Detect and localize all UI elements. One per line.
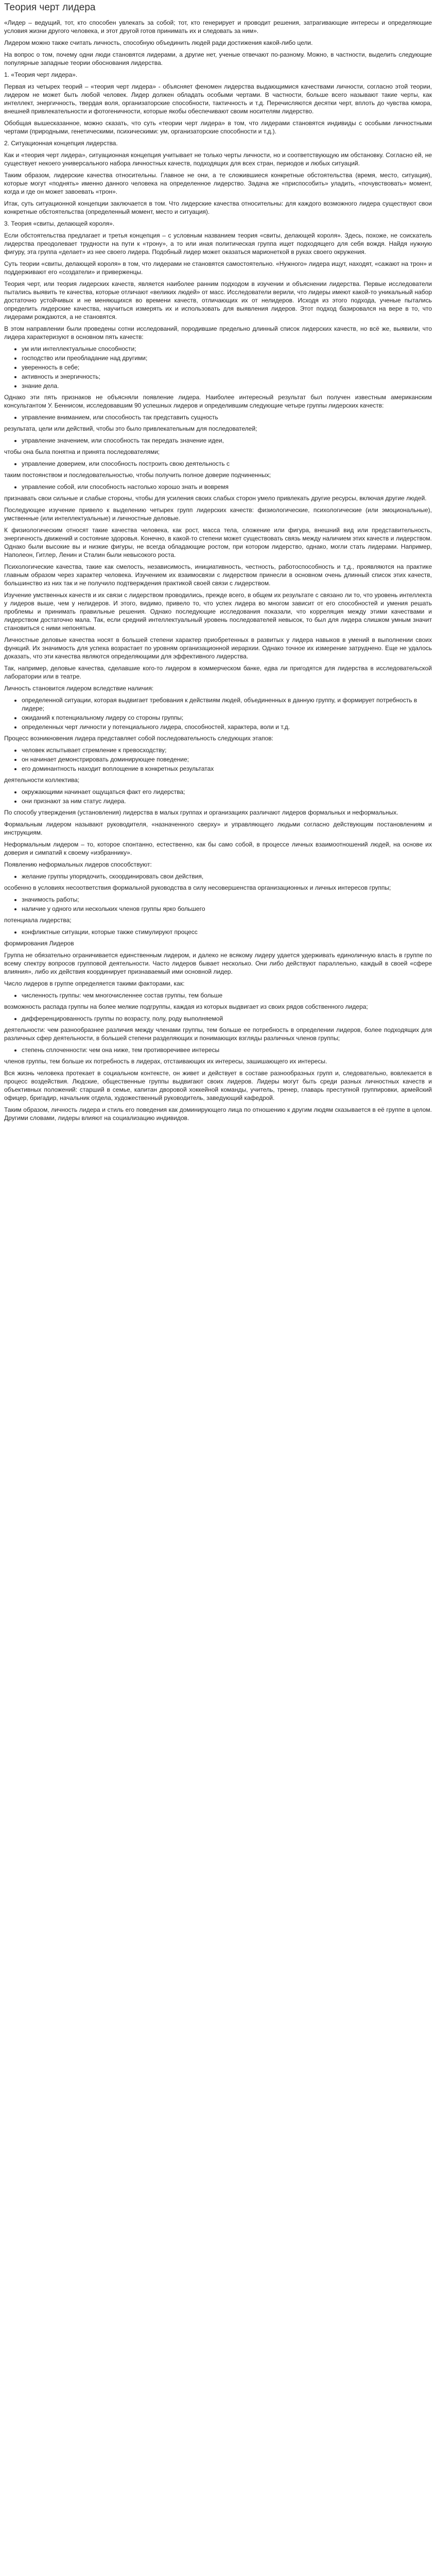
bullet-list (4, 460, 432, 468)
paragraph: Суть теории «свиты, делающей короля» в том, что лидерами не становятся самостоятельно. «Нужного» лидера ищут, находят, «сажают на трон» и поддерживают его «создатели» и приверженцы. (4, 260, 432, 276)
list-item: • он начинает демонстрировать доминирующее поведение; (22, 755, 432, 764)
paragraph: Последующее изучение привело к выделению четырех групп лидерских качеств: физиологические, психологические (или эмоциональные), умственные (или интеллектуальные) и личностные деловые. (4, 506, 432, 522)
paragraph: Обобщая вышесказанное, можно сказать, что суть «теории черт лидера» в том, что лидерами становятся индивиды с особыми личностными чертами (природными, генетическими, психическими: ум, организаторские способности и т.д.). (4, 120, 432, 135)
list-item: • они признают за ним статус лидера. (22, 797, 432, 805)
paragraph: Группа не обязательно ограничивается единственным лидером, и далеко не всякому лидеру удается удерживать единоличную власть в группе по всему спектру вопросов групповой деятельности. Часто лидеров бывает несколько. Они либо действуют параллельно, каждый в своей «сфере влияния», либо их действия координирует признаваемый ими основной лидер. (4, 952, 432, 975)
list-item: • господство или преобладание над другими; (22, 354, 432, 362)
list-item: • человек испытывает стремление к превосходству; (22, 746, 432, 754)
paragraph: Таким образом, личность лидера и стиль его поведения как доминирующего лица по отношению к другим людям сказывается в её группе в целом. Другими словами, лидеры влияют на социализацию индивидов. (4, 1106, 432, 1122)
list-item: • ожиданий к потенциальному лидеру со стороны группы; (22, 714, 432, 722)
paragraph: потенциала лидерства; (4, 917, 72, 924)
paragraph: По способу утверждения (установления) лидерства в малых группах и организациях различают лидеров формальных и неформальных. (4, 809, 398, 816)
paragraph: Однако эти пять признаков не объясняли появление лидера. Наиболее интересный результат был получен известным американским консультантом У. Беннисом, исследовавшим 90 успешных лидеров и определившим следующие четыре группы лидерских качеств: (4, 394, 432, 409)
paragraph: «Лидер – ведущий, тот, кто способен увлекать за собой; тот, кто генерирует и проводит решения, затрагивающие интересы и определяющие условия жизни другого человека, и этот другой готов принимать их и следовать за ним». (4, 19, 432, 35)
bullet-list (4, 483, 432, 491)
paragraph: В этом направлении были проведены сотни исследований, породившие предельно длинный список лидерских качеств, но всё же, выявили, что лидера характеризуют в основном пять качеств: (4, 325, 432, 341)
bullet-list (4, 696, 432, 731)
paragraph: Личностные деловые качества носят в большей степени характер приобретенных в развитых у лидера навыков в умений в выполнении своих функций. Их значимость для успеха возрастает по уровням организационной иерархии. Однако точное их измерение затруднено. Еще не удалось доказать, что эти качества являются определяющими для эффективного лидерства. (4, 636, 432, 660)
list-item: • значимость работы; (22, 895, 432, 904)
bullet-list (4, 436, 432, 445)
bullet-list (4, 746, 432, 773)
paragraph: К физиологическим относят такие качества человека, как рост, масса тела, сложение или фигура, внешний вид или представительность, энергичность движений и состояние здоровья. Конечно, в какой-то степени может существовать связь между наличием этих качеств и лидерством. Однако были высокие вы и низкие фигуры, не всегда обладающие ростом, при котором лидерство, однако, могли стать лидерами. Например, Наполеон, Гитлер, Ленин и Сталин были невысокого роста. (4, 527, 432, 558)
list-item: • управление вниманием, или способность так представить сущность (22, 413, 432, 421)
paragraph: 2. Ситуационная концепция лидерства. (4, 140, 118, 147)
article-title: Теория черт лидера (4, 2, 96, 13)
bullet-list (4, 413, 432, 421)
paragraph: Теория черт, или теория лидерских качеств, является наиболее ранним подходом в изучении и объяснении лидерства. Первые исследователи пытались выявить те качества, которые отличают «великих людей» от масс. Исследователи верили, что лидеры имеют какой-то уникальный набор достаточно устойчивых и не меняющихся во времени качеств, отличающих их от нелидеров. Исходя из этого подхода, ученые пытались определить лидерские качества, научиться измерять их и использовать для выявления лидеров. Этот подход базировался на вере в то, что лидерами рождаются, а не становятся. (4, 280, 432, 320)
paragraph: Изучение умственных качеств и их связи с лидерством проводились, прежде всего, в общем их результате с связано ли то, что уровень интеллекта у лидеров выше, чем у нелидеров. И этого, видимо, привело то, что успех лидера во многом зависит от его способностей и умения решать проблемы и принимать правильные решения. Однако последующие исследования показали, что корреляция между этими качествами и лидерством достаточно мала. Так, если средний интеллектуальный уровень последователей невысок, то был для лидера слишком умным значит становиться с ними непонятым. (4, 591, 432, 632)
list-item: • управление доверием, или способность построить свою деятельность с (22, 460, 432, 468)
paragraph: 1. «Теория черт лидера». (4, 71, 78, 78)
list-item: • знание дела. (22, 382, 432, 390)
list-item: • численность группы: чем многочисленнее состав группы, тем больше (22, 991, 432, 999)
paragraph: деятельности: чем разнообразнее различия между членами группы, тем больше ее потребность в определении лидеров, более подходящих для различных сфер деятельности, в большей степени разделяющих и понимающих взгляды различных членов группы; (4, 1026, 432, 1042)
paragraph: таким постоянством и последовательностью, чтобы получить полное доверие подчиненных; (4, 471, 271, 479)
paragraph: результата, цели или действий, чтобы это было привлекательным для последователей; (4, 425, 257, 432)
paragraph: Формальным лидером называют руководителя, «назначенного сверху» и управляющего людьми согласно действующим постановлениям и инструкциям. (4, 821, 432, 836)
list-item: • ум или интеллектуальные способности; (22, 345, 432, 353)
bullet-list (4, 872, 432, 880)
paragraph: Психологические качества, такие как смелость, независимость, инициативность, честность, работоспособность и т.д., проявляются на практике главным образом через характер человека. Изучением их взаимосвязи с лидерством принесли в основном очень длинный список этих качеств, большинство из них так и не получило подтверждения практикой своей связи с лидерством. (4, 563, 432, 587)
article-body (4, 19, 432, 1122)
paragraph: Как и «теория черт лидера», ситуационная концепция учитывает не только черты личности, но и соответствующую им обстановку. Согласно ей, не существует некоего универсального набора личностных качеств, подходящих для всех стран, периодов и любых ситуаций. (4, 151, 432, 167)
paragraph: членов группы, тем больше их потребность в лидерах, отстаивающих их интересы, зашишающего их интересы. (4, 1058, 327, 1065)
paragraph: Так, например, деловые качества, сделавшие кого-то лидером в коммерческом банке, едва ли пригодятся для лидерства в исследовательской лаборатории или в театре. (4, 665, 432, 680)
paragraph: возможность распада группы на более мелкие подгруппы, каждая из которых выдвигает из своих рядов собственного лидера; (4, 1003, 368, 1010)
list-item: • желание группы упорядочить, скоординировать свои действия, (22, 872, 432, 880)
list-item: • определенной ситуации, которая выдвигает требования к действиям людей, объединенных в данную группу, и формирует потребность в лидере; (22, 696, 432, 713)
list-item: • уверенность в себе; (22, 363, 432, 371)
list-item: • его доминантность находит воплощение в конкретных результатах (22, 765, 432, 773)
bullet-list (4, 895, 432, 913)
paragraph: чтобы она была понятна и принята последователями; (4, 448, 160, 455)
paragraph: Появлению неформальных лидеров способствуют: (4, 861, 152, 868)
paragraph: Неформальным лидером – то, которое спонтанно, естественно, как бы само собой, в процессе личных взаимоотношений людей, на основе их доверия и симпатий к своему «избраннику». (4, 841, 432, 856)
bullet-list (4, 788, 432, 805)
paragraph: Первая из четырех теорий – «теория черт лидера» - объясняет феномен лидерства выдающимися качествами личности, согласно этой теории, лидером не может быть любой человек. Лидер должен обладать особыми чертами. В частности, больше всего называют такие черты, как интеллект, энергичность, твердая воля, организаторские способности, тактичность и т.д. Перечисляются десятки черт, вплоть до чувства юмора, внешней привлекательности и фотогеничности, которые якобы обеспечивают своим носителям лидерство. (4, 83, 432, 115)
paragraph: Личность становится лидером вследствие наличия: (4, 685, 154, 692)
paragraph: Вся жизнь человека протекает в социальном контексте, он живет и действует в составе разнообразных групп и, следовательно, вовлекается в процесс воздействия. Людские, общественные группы выдвигают своих лидеров. Лидеры могут быть среди разных личностных качеств и объективных положений: старший в семье, капитан дворовой хоккейной команды, учитель, тренер, главарь преступной группировки, армейский офицер, бригадир, начальник отдела, художественный руководитель, заведующий кафедрой. (4, 1070, 432, 1101)
list-item: • управление значением, или способность так передать значение идеи, (22, 436, 432, 445)
bullet-list (4, 991, 432, 999)
list-item: • наличие у одного или нескольких членов группы ярко большего (22, 905, 432, 913)
bullet-list (4, 1014, 432, 1023)
paragraph: признавать свои сильные и слабые стороны, чтобы для усиления своих слабых сторон умело привлекать другие ресурсы, включая другие людей. (4, 495, 427, 502)
paragraph: формирования Лидеров (4, 940, 74, 947)
paragraph: Таким образом, лидерские качества относительны. Главное не они, а те сложившиеся конкретные обстоятельства (время, место, ситуация), которые могут «поднять» именно данного человека на определенное лидерство. Задача же «приспособить» уладить, «почувствовать» момент, когда и где он может завоевать «трон». (4, 172, 432, 195)
bullet-list (4, 928, 432, 936)
list-item: • окружающими начинает ощущаться факт его лидерства; (22, 788, 432, 796)
list-item: • определенных черт личности у потенциального лидера, способностей, характера, воли и т.д. (22, 723, 432, 731)
bullet-list (4, 1046, 432, 1054)
list-item: • дифференцированность группы по возрасту, полу, роду выполняемой (22, 1014, 432, 1023)
list-item: • управление собой, или способность настолько хорошо знать и вовремя (22, 483, 432, 491)
list-item: • активность и энергичность; (22, 372, 432, 381)
list-item: • степень сплоченности: чем она ниже, тем противоречивее интересы (22, 1046, 432, 1054)
paragraph: Число лидеров в группе определяется такими факторами, как: (4, 980, 185, 987)
list-item: • конфликтные ситуации, которые также стимулируют процесс (22, 928, 432, 936)
paragraph: Итак, суть ситуационной концепции заключается в том. Что лидерские качества относительны: для каждого возможного лидера существуют свои конкретные обстоятельства (определенный момент, место и ситуация). (4, 200, 432, 215)
paragraph: Если обстоятельства предлагает и третья концепция – с условным названием теория «свиты, делающей короля». Здесь, похоже, не соискатель лидерства преодолевает трудности на пути к «трону», а то или иная политическая группа ищет подходящего для себя вождя. Найдя нужную фигуру, эта группа «делает» из нее своего лидера. Подобный лидер может оказаться марионеткой в руках своего окружения. (4, 232, 432, 256)
paragraph: 3. Теория «свиты, делающей короля». (4, 220, 115, 227)
paragraph: деятельности коллектива; (4, 776, 80, 784)
paragraph: особенно в условиях несоответствия формальной руководства в силу несовершенства организационных и личных интересов группы; (4, 884, 391, 891)
bullet-list (4, 345, 432, 390)
paragraph: Процесс возникновения лидера представляет собой последовательность следующих этапов: (4, 735, 274, 742)
paragraph: На вопрос о том, почему одни люди становятся лидерами, а другие нет, ученые отвечают по-разному. Можно, в частности, выделить следующие популярные западные теории обоснования лидерства. (4, 51, 432, 66)
paragraph: Лидером можно также считать личность, способную объединить людей ради достижения какой-либо цели. (4, 39, 313, 46)
